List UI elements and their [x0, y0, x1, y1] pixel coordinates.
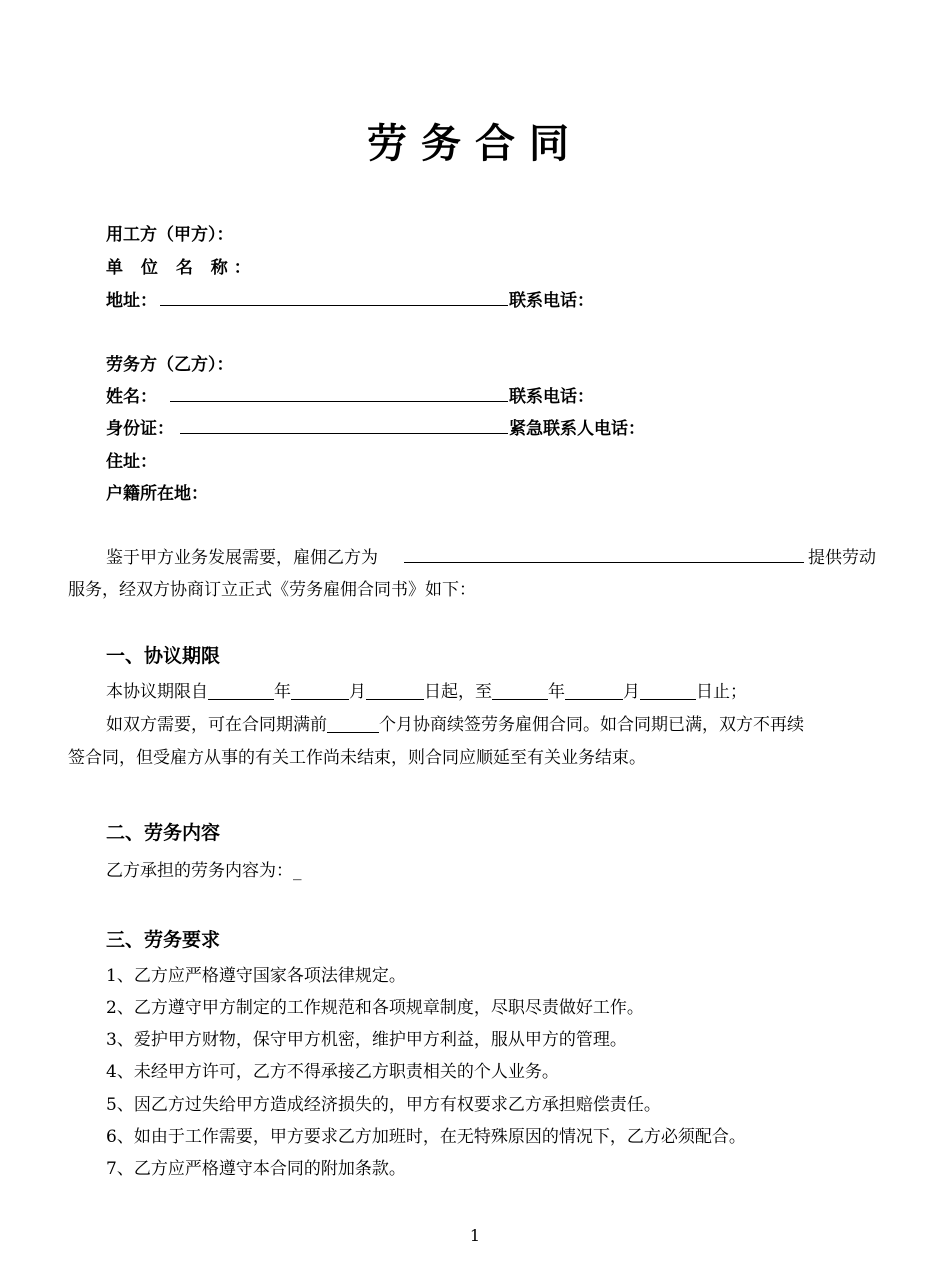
intro-blank-line [404, 562, 804, 563]
requirement-item-4: 4、未经甲方许可，乙方不得承接乙方职责相关的个人业务。 [106, 1062, 559, 1082]
requirement-item-2: 2、乙方遵守甲方制定的工作规范和各项规章制度，尽职尽责做好工作。 [106, 998, 644, 1018]
address-blank-line [160, 305, 508, 306]
renewal-months-blank [327, 714, 379, 733]
renewal-text-a: 如双方需要，可在合同期满前 [106, 715, 327, 735]
page-number: 1 [469, 1226, 481, 1245]
emergency-phone-label: 紧急联系人电话： [509, 419, 645, 439]
term-text-g: 日止； [696, 682, 747, 702]
end-year-blank [492, 681, 548, 700]
requirement-item-3: 3、爱护甲方财物，保守甲方机密，维护甲方利益，服从甲方的管理。 [106, 1030, 627, 1050]
term-text-f: 月 [623, 682, 640, 702]
term-text-c: 月 [349, 682, 366, 702]
intro-line1-end: 提供劳动 [808, 548, 876, 568]
party-b-heading: 劳务方（乙方）： [106, 355, 234, 375]
requirement-item-6: 6、如由于工作需要，甲方要求乙方加班时，在无特殊原因的情况下，乙方必须配合。 [106, 1127, 746, 1147]
intro-line2: 服务，经双方协商订立正式《劳务雇佣合同书》如下： [68, 580, 476, 600]
id-card-blank-line [180, 433, 508, 434]
requirement-item-7: 7、乙方应严格遵守本合同的附加条款。 [106, 1159, 406, 1179]
term-text-b: 年 [274, 682, 291, 702]
page-title: 劳务合同 [367, 121, 583, 167]
end-day-blank [640, 681, 696, 700]
household-label: 户籍所在地： [106, 484, 208, 504]
unit-name-label: 单 位 名 称： [106, 258, 257, 278]
requirement-item-1: 1、乙方应严格遵守国家各项法律规定。 [106, 966, 406, 986]
requirement-item-5: 5、因乙方过失给甲方造成经济损失的，甲方有权要求乙方承担赔偿责任。 [106, 1095, 661, 1115]
term-text-e: 年 [548, 682, 565, 702]
id-card-label: 身份证： [106, 419, 174, 439]
renewal-line1 [106, 710, 804, 735]
name-blank-line [170, 401, 508, 402]
renewal-line2: 签合同，但受雇方从事的有关工作尚未结束，则合同应顺延至有关业务结束。 [68, 748, 646, 768]
party-a-heading: 用工方（甲方）： [106, 225, 234, 245]
term-text-d: 日起，至 [424, 682, 492, 702]
start-month-blank [291, 681, 349, 700]
service-content-text: 乙方承担的劳务内容为：_ [106, 861, 302, 881]
term-paragraph [106, 677, 747, 702]
name-label: 姓名： [106, 387, 157, 407]
address-label: 地址： [106, 291, 157, 311]
intro-line1-start: 鉴于甲方业务发展需要，雇佣乙方为 [106, 548, 378, 568]
start-year-blank [208, 681, 274, 700]
section1-heading: 一、协议期限 [106, 645, 221, 667]
residence-label: 住址： [106, 452, 157, 472]
party-b-phone-label: 联系电话： [509, 387, 594, 407]
end-month-blank [565, 681, 623, 700]
start-day-blank [366, 681, 424, 700]
section3-heading: 三、劳务要求 [106, 929, 221, 951]
party-a-phone-label: 联系电话： [509, 291, 594, 311]
section2-heading: 二、劳务内容 [106, 822, 221, 844]
term-text-a: 本协议期限自 [106, 682, 208, 702]
renewal-text-b: 个月协商续签劳务雇佣合同。如合同期已满，双方不再续 [379, 715, 804, 735]
